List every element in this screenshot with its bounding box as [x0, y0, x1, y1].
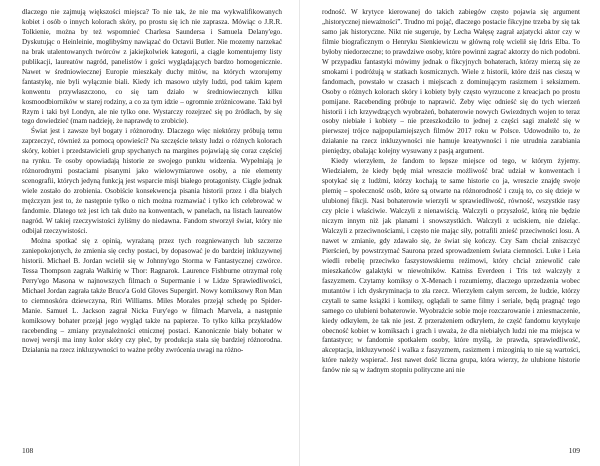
left-page-text — [22, 8, 282, 426]
paragraph: rodność. W krytyce kierowanej do takich zabiegów często pojawia się argument „historycznej nieważności”. Trudno mi pojąć, dlaczego postacie fikcyjne trzeba by się tak samo jak historyczne. Nikt nie sugeruje, by Lecha Wałęsę zagrał azjatycki aktor czy w filmie biograficznym o Henryku Sienkiewiczu w główną rolę wcielił się Idris Elba. To byłoby niedorzeczne; to prawdziwe osoby, które powinni zagrać aktorzy do nich podobni. W przypadku fantastyki mówimy jednak o fikcyjnych bohaterach, którzy mierzą się ze smokami i podróżują w statkach kosmicznych. Wiele z historii, które dziś nas cieszą w fandomach, powstało w czasach i miejscach z dominującym rasizmem i seksizmem. Osoby o różnych kolorach skóry i kobiety były często wyrzucone z kreacjach po prostu pomijane. Racebending próbuje to naprawić. Żeby więc odnieść się do tych wierzeń historii i ich krzywdzących wyobrażeń, bohaterowie nowych Gwiezdnych wojen to teraz osoby niebiałe i kobiety – nie przeszkodziło to jednej z części sagi znaleźć się w pierwszej trójce najpopularniejszych filmów 2017 roku w Polsce. Udowodniło to, że działanie na rzecz inkluzywności nie hamuje kreatywności i nie utrudnia zarabiania pieniędzy, obalając kolejny wysuwany z pasją argument. — [322, 8, 580, 156]
page-number-right: 109 — [568, 446, 580, 455]
right-page-text — [322, 8, 580, 426]
paragraph: dlaczego nie zajmują większości miejsca? To nie tak, że nie ma wykwalifikowanych kobiet i osób o innych kolorach skóry, po prostu się ich nie zaprasza. Mówiąc o J.R.R. Tolkienie, można by też wspomnieć Charlesa Saundersa i Samuela Delany'ego. Dyskutując o Heinleinie, moglibyśmy nawiązać do Octavii Butler. Nie mozemy narzekać na brak utalentowanych twórców z jakiejkolwiek kategorii, a ciągle komentujemy listy publikacji, laureatów nagród, panelistów i gości wyglądających bardzo homogenicznie. Nawet w średniowiecznej Europie mieszkały duchy mitów, na których wzorujemy fantastykę, nie byli wyłącznie biali. Kiedy ich masowo użyły ludzi, pod takim kątem konwentu przywłaszczono, co się tam działo w średniowiecznych kilku kosmoodbiorników w starej rodziny, a co za tym idzie – ogromnie zróżnicowane. Taki był Rzym i taki był Londyn, ale nie tylko one. Wystarczy rozejrzeć się po źródłach, by się tego dowiedzieć (mam nadzieję, że naprawdę to zrobicie). — [22, 8, 282, 126]
paragraph: Kiedy wierzyłem, że fandom to lepsze miejsce od tego, w którym żyjemy. Wiedziałem, że kiedy będę miał wreszcie możliwość brać udział w konwentach i spotykać się z ludźmi, którzy kochają te same historie co ja, wreszcie znajdę swoje plemię – społeczność osób, które są otwarte na różnorodność i czują to, co się dzieje w ulubionej fikcji. Nasi bohaterowie wierzyli w sprawiedliwość, równość, wszystkie rasy czy płcie i właściwie. Walczyli z nienawiścią. Walczyli o przyszłość, którą nie będzie niczym innym niż jak planami i snowszystkich. Walczyli z uciskiem, nie dzieląc. Walczyli z przeciwnościami, i często nie mając siły, potrafili znieść przeciwności losu. A nawet w zmianie, gdy zdawało się, że świat się kończy. Czy Sam chciał zniszczyć Pierścień, by powstrzymać Saurona przed sprowadzeniem świata ciemności. Luke i Leia wiedli rebelię przeciwko faszystowskiemu reżimowi, który chciał zniewolić całe mieszkańców galaktyki w niewolników. Katniss Everdeen i Tris też walczyły z faszyzmem. Czytamy komiksy o X-Menach i rozumiemy, dlaczego uprzedzenia wobec mutantów i ich dyskryminacja to zła rzecz. Wierzyłem całym sercem, że ludzie, którzy czytali te same książki i komiksy, oglądali te same filmy i seriale, będą pragnąć tego samego co ulubieni bohaterowie. Wyobraźcie sobie moje rozczarowanie i zniesmaczenie, kiedy odkryłem, że tak nie jest. Z przerażeniem odkryłem, że część fandomu krytykuje obecność kobiet w komiksach i grach i uważa, że dla niebiałych ludzi nie ma miejsca w fantastyce; w fandomie spotkałem osoby, które myślą, że prawda, sprawiedliwość, akceptacja, inkluzywność i walka z faszyzmem, rasizmem i mizoginią to nie są wartości, które należy wspierać. Jest nawet dość liczna grupa, która wierzy, że ulubione historie fanów nie są w żadnym stopniu polityczne ani nie — [322, 157, 580, 375]
paragraph: Świat jest i zawsze był bogaty i różnorodny. Dlaczego więc niektórzy próbują temu zaprzeczyć, również za pomocą opowieści? Na szczęście teksty ludzi o różnych kolorach skóry, kobiet i przedstawicieli grup spychanych na margines pojawiają się coraz częściej na rynku. Te osoby opowiadają historie ze swojego punktu widzenia. Wypełniają je różnorodnymi postaciami pisanymi jako wielowymiarowe osoby, a nie elementy scenografii, których jedyną funkcją jest wsparcie misji białego protagonisty. Ciągle jednak wiele zostało do zrobienia. Osobiście konsekwencja pisania historii przez i dla białych mężczyzn jest to, że następnie tylko o nich można rozmawiać i tylko ich celebrować w fandomie. Dlatego też jest ich tak dużo na konwentach, w panelach, na listach laureatów nagród. W takiej rzeczywistości żyliśmy do niedawna. Fandom stworzył świat, który nie odbijał rzeczywistości. — [22, 127, 282, 235]
page-number-left: 108 — [22, 446, 34, 455]
right-page — [300, 0, 600, 466]
paragraph: Można spotkać się z opinią, wyrażaną przez tych rozgniewanych lub szczerze zaniepokojonych, że zmienia się cechy postaci, by dopasować je do bardziej inkluzywnej historii. Michael B. Jordan wcielił się w Johnny'ego Storma w Fantastycznej czwórce. Tessa Thompson zagrała Walkirię w Thor: Ragnarok. Laurence Fishburne otrzymał rolę Perry'ego Masona w najnowszych filmach o Supermanie i w Lidze Sprawiedliwości, Michael Jordan zagrała także Bruce'a Gold Gloves Supergirl. Nowy komiksowy Ron Man to ciemnoskóra dziewczyna, Riri Williams. Miles Morales przejął schedę po Spider-Manie. Samuel L. Jackson zagrał Nicka Fury'ego w filmach Marvela, a następnie komiksowy bohater przejął jego wygląd także na papierze. To tylko kilka przykładów racebending – zmiany przynależności etnicznej postaci. Kanonicznie biały bohater w nowej wersji ma inny kolor skóry czy płeć, by produkcja stała się bardziej różnorodna. Działania na rzecz inkluzywności to ważne próby zwrócenia uwagi na różno- — [22, 236, 282, 355]
